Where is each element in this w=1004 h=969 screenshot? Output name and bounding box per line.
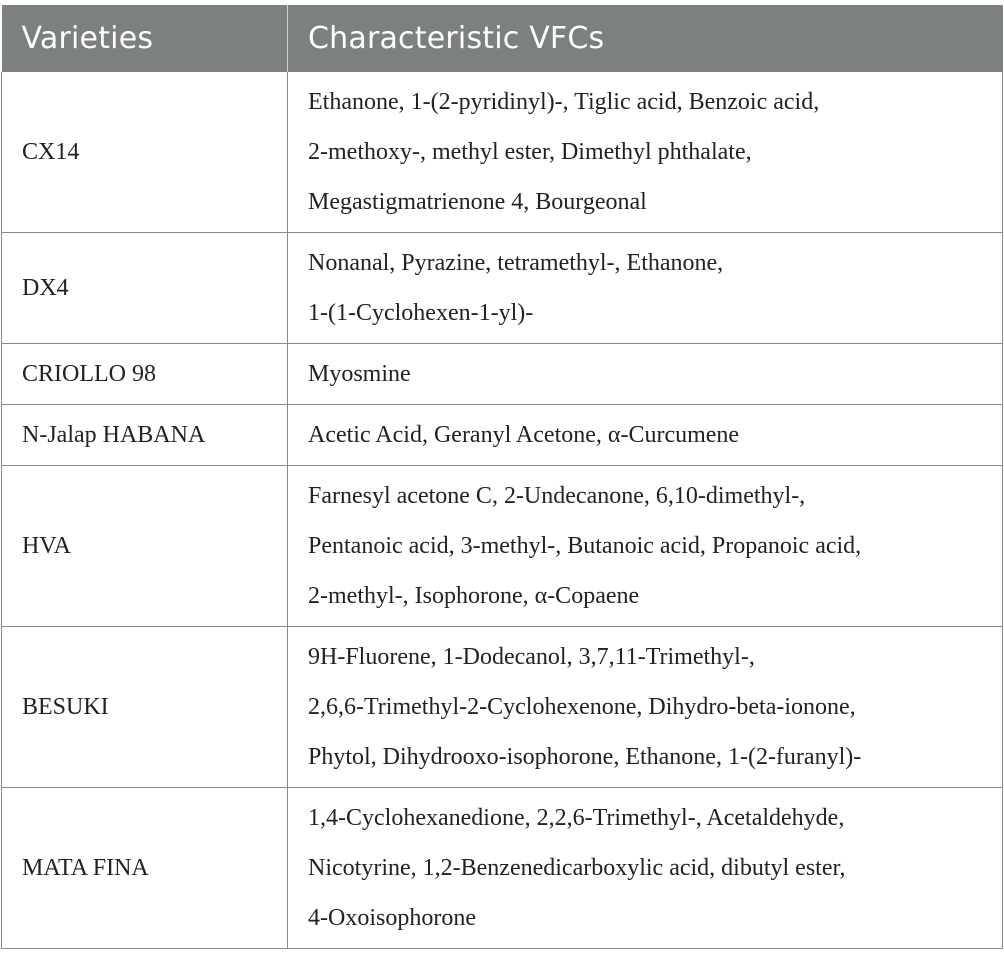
vfc-line: Nicotyrine, 1,2-Benzenedicarboxylic acid, dibutyl ester, xyxy=(308,855,846,881)
vfc-line: Acetic Acid, Geranyl Acetone, α-Curcumene xyxy=(308,422,740,448)
vfc-cell xyxy=(288,405,1003,466)
vfc-cell xyxy=(288,466,1003,627)
header-varieties: Varieties xyxy=(2,5,288,72)
table-row xyxy=(2,233,1003,344)
variety-cell: N-Jalap HABANA xyxy=(2,405,288,466)
vfc-line: Megastigmatrienone 4, Bourgeonal xyxy=(308,189,647,215)
vfc-line: Phytol, Dihydrooxo-isophorone, Ethanone, 1-(2-furanyl)- xyxy=(308,744,862,770)
vfc-cell xyxy=(288,344,1003,405)
vfc-line: Myosmine xyxy=(308,361,411,387)
vfc-line: 9H-Fluorene, 1-Dodecanol, 3,7,11-Trimethyl-, xyxy=(308,644,755,670)
variety-cell: CRIOLLO 98 xyxy=(2,344,288,405)
vfc-line: 2-methoxy-, methyl ester, Dimethyl phthalate, xyxy=(308,139,752,165)
variety-cell: MATA FINA xyxy=(2,788,288,949)
vfc-line: 2-methyl-, Isophorone, α-Copaene xyxy=(308,583,640,609)
header-characteristic-vfcs: Characteristic VFCs xyxy=(288,5,1003,72)
variety-cell: BESUKI xyxy=(2,627,288,788)
table-row xyxy=(2,627,1003,788)
table-row xyxy=(2,788,1003,949)
header-row xyxy=(2,5,1003,72)
vfc-cell xyxy=(288,627,1003,788)
vfc-line: 1-(1-Cyclohexen-1-yl)- xyxy=(308,300,534,326)
table-row xyxy=(2,72,1003,233)
vfc-cell xyxy=(288,788,1003,949)
table-row xyxy=(2,344,1003,405)
table-row xyxy=(2,405,1003,466)
vfc-line: 1,4-Cyclohexanedione, 2,2,6-Trimethyl-, Acetaldehyde, xyxy=(308,805,845,831)
vfc-line: Nonanal, Pyrazine, tetramethyl-, Ethanone, xyxy=(308,250,724,276)
vfc-line: Ethanone, 1-(2-pyridinyl)-, Tiglic acid, Benzoic acid, xyxy=(308,89,820,115)
vfc-cell xyxy=(288,72,1003,233)
vfc-line: 2,6,6-Trimethyl-2-Cyclohexenone, Dihydro-beta-ionone, xyxy=(308,694,856,720)
table-row xyxy=(2,466,1003,627)
vfc-line: Pentanoic acid, 3-methyl-, Butanoic acid, Propanoic acid, xyxy=(308,533,862,559)
vfc-table xyxy=(1,5,1003,949)
vfc-line: Farnesyl acetone C, 2-Undecanone, 6,10-dimethyl-, xyxy=(308,483,806,509)
variety-cell: DX4 xyxy=(2,233,288,344)
vfc-cell xyxy=(288,233,1003,344)
vfc-line: 4-Oxoisophorone xyxy=(308,905,476,931)
variety-cell: HVA xyxy=(2,466,288,627)
variety-cell: CX14 xyxy=(2,72,288,233)
